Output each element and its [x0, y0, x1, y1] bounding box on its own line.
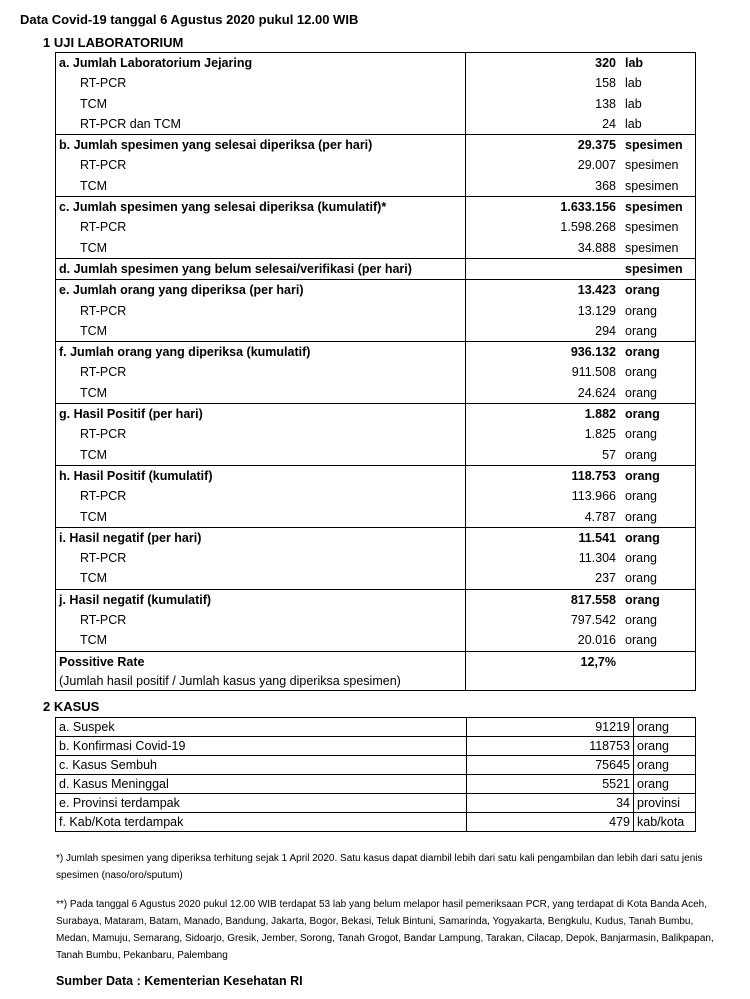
row-value: 34	[467, 794, 634, 813]
row-label: TCM	[56, 383, 466, 403]
table-row	[56, 445, 695, 465]
row-label: c. Jumlah spesimen yang selesai diperiksa (kumulatif)*	[56, 197, 466, 217]
table-row	[56, 73, 695, 93]
table-row	[56, 630, 695, 650]
row-label: d. Jumlah spesimen yang belum selesai/verifikasi (per hari)	[56, 259, 466, 279]
footnote-2: **) Pada tanggal 6 Agustus 2020 pukul 12.00 WIB terdapat 53 lab yang belum melapor hasil pemeriksaan PCR, yang terdapat di Kota Banda Aceh, Surabaya, Mataram, Batam, Manado, Bandung, Jakarta, Bogor, Bekasi, Teluk Bintuni, Samarinda, Yogyakarta, Bengkulu, Kudus, Tanah Bumbu, Medan, Mamuju, Semarang, Sidoarjo, Gresik, Jember, Sorong, Tanah Grogot, Bandar Lampung, Tarakan, Cilacap, Depok, Banjarmasin, Balikpapan, Tanah Bumbu, Pekanbaru, Palembang	[56, 899, 714, 961]
row-value: 817.558	[570, 592, 616, 607]
row-unit: orang	[634, 775, 696, 794]
row-unit	[622, 652, 695, 672]
row-unit: lab	[625, 96, 642, 111]
row-label: RT-PCR	[56, 548, 466, 568]
row-value: 368	[595, 178, 616, 193]
table-row	[56, 176, 695, 196]
footnote-1: *) Jumlah spesimen yang diperiksa terhitung sejak 1 April 2020. Satu kasus dapat diambil lebih dari satu kali pengambilan dan lebih dari satu jenis spesimen (naso/oro/sputum)	[56, 853, 703, 881]
row-unit: spesimen	[625, 200, 683, 215]
table-row	[56, 737, 696, 756]
table-row	[56, 486, 695, 506]
table-row	[56, 610, 695, 630]
row-label: RT-PCR	[56, 362, 466, 382]
row-value: 1.633.156	[560, 200, 616, 215]
section-heading-kasus: 2 KASUS	[43, 699, 100, 714]
row-label: TCM	[56, 176, 466, 196]
row-value: 118753	[467, 737, 634, 756]
row-value: 936.132	[570, 345, 616, 360]
table-row	[56, 114, 695, 134]
row-value: 24.624	[577, 385, 616, 400]
row-unit: orang	[634, 718, 696, 737]
row-value: 237	[595, 571, 616, 586]
table-row	[56, 321, 695, 341]
row-value: 20.016	[577, 633, 616, 648]
row-label: d. Kasus Meninggal	[56, 775, 467, 794]
table-row	[56, 756, 696, 775]
row-unit: lab	[625, 116, 642, 131]
row-unit: spesimen	[625, 178, 679, 193]
table-row	[56, 259, 695, 279]
row-value: 320	[595, 56, 616, 70]
lab-group	[56, 342, 695, 404]
row-value: 294	[595, 323, 616, 338]
lab-group	[56, 652, 695, 690]
table-row	[56, 217, 695, 237]
row-value: 29.007	[577, 158, 616, 173]
row-label: TCM	[56, 507, 466, 527]
row-unit: orang	[625, 447, 657, 462]
row-value: 75645	[467, 756, 634, 775]
lab-group	[56, 404, 695, 466]
table-row	[56, 424, 695, 444]
section-heading-lab: 1 UJI LABORATORIUM	[43, 35, 184, 50]
row-value: 29.375	[577, 138, 616, 153]
table-row	[56, 813, 696, 832]
row-value: 1.598.268	[560, 220, 616, 235]
row-value: 11.541	[578, 530, 616, 545]
lab-group	[56, 197, 695, 259]
table-row	[56, 568, 695, 588]
table-row	[56, 548, 695, 568]
row-value: 911.508	[571, 365, 616, 380]
row-label: e. Jumlah orang yang diperiksa (per hari)	[56, 280, 466, 300]
row-label: b. Jumlah spesimen yang selesai diperiksa (per hari)	[56, 135, 466, 155]
row-value: 57	[602, 447, 616, 462]
table-row	[56, 652, 695, 672]
lab-group	[56, 53, 695, 135]
table-row	[56, 94, 695, 114]
table-row	[56, 238, 695, 258]
row-label: Possitive Rate	[56, 652, 466, 672]
row-unit: orang	[625, 592, 660, 607]
table-row	[56, 342, 695, 362]
row-value: 13.423	[577, 283, 616, 298]
data-source: Sumber Data : Kementerian Kesehatan RI	[56, 974, 303, 988]
row-unit: orang	[625, 489, 657, 504]
lab-table	[55, 52, 696, 691]
row-unit: kab/kota	[634, 813, 696, 832]
table-row	[56, 507, 695, 527]
row-unit: orang	[625, 633, 657, 648]
row-label: RT-PCR	[56, 424, 466, 444]
row-value: 479	[467, 813, 634, 832]
table-row	[56, 135, 695, 155]
row-unit: orang	[625, 530, 660, 545]
row-unit: lab	[625, 76, 642, 91]
row-label: TCM	[56, 94, 466, 114]
row-unit: spesimen	[625, 240, 679, 255]
row-unit: orang	[625, 365, 657, 380]
row-label: TCM	[56, 321, 466, 341]
row-label: c. Kasus Sembuh	[56, 756, 467, 775]
table-row	[56, 301, 695, 321]
row-unit: orang	[634, 737, 696, 756]
row-unit: orang	[625, 551, 657, 566]
row-label: f. Kab/Kota terdampak	[56, 813, 467, 832]
lab-group	[56, 590, 695, 652]
row-value: 12,7%	[580, 654, 616, 669]
row-label: f. Jumlah orang yang diperiksa (kumulatif)	[56, 342, 466, 362]
table-row	[56, 362, 695, 382]
row-unit: orang	[625, 571, 657, 586]
table-row	[56, 383, 695, 403]
lab-group	[56, 528, 695, 590]
row-label: RT-PCR	[56, 301, 466, 321]
row-value: 13.129	[577, 303, 616, 318]
row-label: TCM	[56, 630, 466, 650]
row-label: (Jumlah hasil positif / Jumlah kasus yang diperiksa spesimen)	[56, 672, 466, 690]
row-value: 11.304	[578, 551, 616, 566]
row-value: 34.888	[577, 240, 616, 255]
row-unit: orang	[625, 427, 657, 442]
row-label: a. Suspek	[56, 718, 467, 737]
table-row	[56, 155, 695, 175]
row-unit: lab	[625, 56, 644, 70]
row-unit: spesimen	[625, 158, 679, 173]
table-row	[56, 672, 695, 690]
row-label: b. Konfirmasi Covid-19	[56, 737, 467, 756]
row-unit: orang	[634, 756, 696, 775]
row-value: 138	[595, 96, 616, 111]
row-label: RT-PCR	[56, 217, 466, 237]
row-label: TCM	[56, 445, 466, 465]
row-unit: orang	[625, 468, 660, 483]
table-row	[56, 404, 695, 424]
row-unit: orang	[625, 345, 660, 360]
table-row	[56, 590, 695, 610]
row-label: RT-PCR	[56, 486, 466, 506]
row-value: 118.753	[571, 468, 616, 483]
table-row	[56, 197, 695, 217]
row-value: 1.825	[584, 427, 616, 442]
row-label: h. Hasil Positif (kumulatif)	[56, 466, 466, 486]
row-unit: spesimen	[625, 261, 683, 276]
table-row	[56, 794, 696, 813]
lab-group	[56, 466, 695, 528]
row-value: 1.882	[584, 407, 616, 422]
row-label: RT-PCR	[56, 155, 466, 175]
row-label: j. Hasil negatif (kumulatif)	[56, 590, 466, 610]
row-label: TCM	[56, 568, 466, 588]
lab-group	[56, 280, 695, 342]
row-value	[466, 672, 622, 690]
table-row	[56, 528, 695, 548]
row-label: RT-PCR	[56, 73, 466, 93]
row-unit: orang	[625, 303, 657, 318]
row-unit: orang	[625, 407, 660, 422]
row-value: 91219	[467, 718, 634, 737]
row-unit: provinsi	[634, 794, 696, 813]
row-label: i. Hasil negatif (per hari)	[56, 528, 466, 548]
row-unit: spesimen	[625, 138, 683, 153]
table-row	[56, 280, 695, 300]
row-value: 158	[595, 76, 616, 91]
row-unit	[622, 672, 695, 690]
document-title: Data Covid-19 tanggal 6 Agustus 2020 pukul 12.00 WIB	[20, 12, 359, 27]
table-row	[56, 466, 695, 486]
row-value: 797.542	[570, 613, 616, 628]
row-label: a. Jumlah Laboratorium Jejaring	[56, 53, 466, 73]
row-label: e. Provinsi terdampak	[56, 794, 467, 813]
row-unit: orang	[625, 323, 657, 338]
table-row	[56, 775, 696, 794]
row-label: TCM	[56, 238, 466, 258]
lab-group	[56, 259, 695, 280]
row-value: 4.787	[584, 509, 616, 524]
row-unit: orang	[625, 385, 657, 400]
table-row	[56, 53, 695, 73]
lab-group	[56, 135, 695, 197]
row-value: 113.966	[571, 489, 616, 504]
row-value: 5521	[467, 775, 634, 794]
row-unit: orang	[625, 509, 657, 524]
row-unit: orang	[625, 283, 660, 298]
row-unit: orang	[625, 613, 657, 628]
row-label: RT-PCR dan TCM	[56, 114, 466, 134]
row-label: g. Hasil Positif (per hari)	[56, 404, 466, 424]
row-label: RT-PCR	[56, 610, 466, 630]
kasus-table	[55, 717, 696, 832]
row-value	[466, 259, 622, 279]
row-value: 24	[602, 116, 616, 131]
row-unit: spesimen	[625, 220, 679, 235]
table-row	[56, 718, 696, 737]
